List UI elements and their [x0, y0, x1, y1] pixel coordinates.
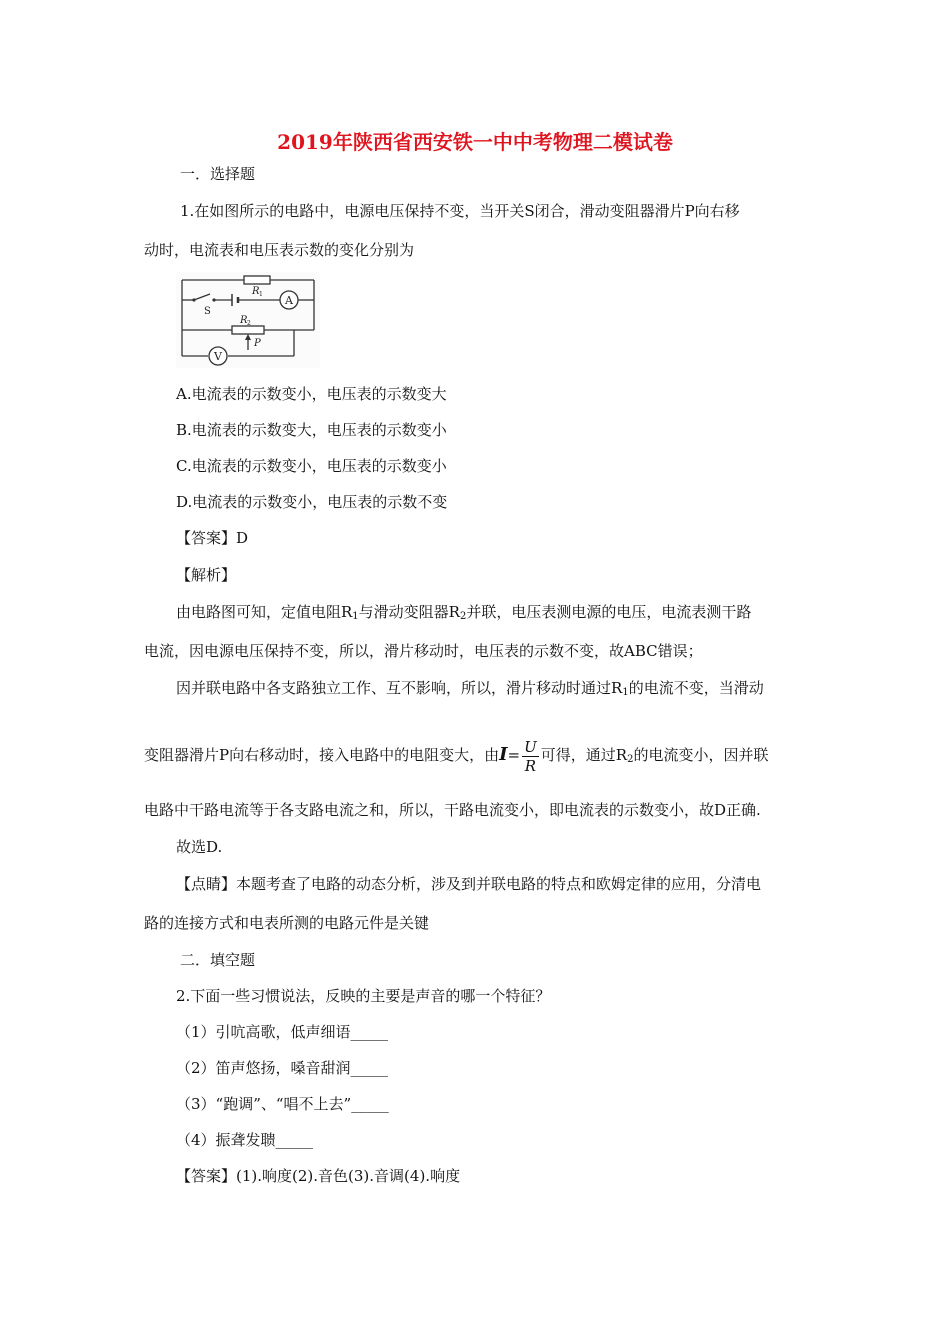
option-c: C.电流表的示数变小，电压表的示数变小 [176, 457, 447, 475]
analysis-para2-line1: 因并联电路中各支路独立工作、互不影响，所以，滑片移动时通过$R_1$的电流不变，当滑动 [176, 679, 764, 698]
analysis-para2-line2: 变阻器滑片P向右移动时，接入电路中的电阻变大，由I= $\frac{U}{R}$ 可得，通过$R_2$的电流变小，因并联 [144, 737, 769, 775]
svg-text:2: 2 [247, 320, 251, 327]
page-title: 2019年陕西省西安铁一中中考物理二模试卷 [277, 130, 673, 154]
circuit-diagram [176, 272, 320, 368]
question-1-stem-line2: 动时，电流表和电压表示数的变化分别为 [144, 241, 415, 259]
svg-text:R: R [240, 315, 248, 326]
svg-text:V: V [214, 350, 222, 363]
question-2-item-4: （4）振聋发聩_____ [176, 1131, 314, 1149]
analysis-para1-line2: 电流，因电源电压保持不变，所以，滑片移动时，电压表的示数不变，故ABC错误； [144, 642, 703, 660]
option-a: A.电流表的示数变小，电压表的示数变大 [176, 385, 447, 403]
analysis-conclusion: 故选D. [176, 838, 223, 856]
fraction-u-over-r: $\frac{U}{R}$ [524, 737, 537, 775]
answer-2: 【答案】(1).响度(2).音色(3).音调(4).响度 [176, 1167, 461, 1185]
answer-1: 【答案】D [176, 529, 249, 547]
option-b: B.电流表的示数变大，电压表的示数变小 [176, 421, 447, 439]
svg-text:A: A [285, 294, 293, 307]
comment-line1: 【点睛】本题考查了电路的动态分析，涉及到并联电路的特点和欧姆定律的应用，分清电 [176, 875, 762, 893]
svg-text:1: 1 [259, 291, 263, 298]
svg-text:S: S [204, 306, 211, 317]
analysis-para1-line1: 由电路图可知，定值电阻$R_1$与滑动变阻器$R_2$并联，电压表测电源的电压，电流表测干路 [176, 603, 752, 622]
question-2-item-2: （2）笛声悠扬，嗓音甜润_____ [176, 1059, 389, 1077]
option-d: D.电流表的示数变小，电压表的示数不变 [176, 493, 448, 511]
section-heading-choice: 一．选择题 [180, 165, 256, 183]
section-heading-fill: 二．填空题 [180, 951, 256, 969]
analysis-para2-line3: 电路中干路电流等于各支路电流之和，所以，干路电流变小，即电流表的示数变小，故D正确. [144, 801, 761, 819]
question-2-stem: 2.下面一些习惯说法，反映的主要是声音的哪一个特征？ [176, 987, 551, 1005]
comment-line2: 路的连接方式和电表所测的电路元件是关键 [144, 914, 430, 932]
question-2-item-3: （3）“跑调”、“唱不上去”_____ [176, 1095, 389, 1113]
question-1-stem-line1: 1.在如图所示的电路中，电源电压保持不变，当开关S闭合，滑动变阻器滑片P向右移 [180, 202, 740, 220]
question-2-item-1: （1）引吭高歌，低声细语_____ [176, 1023, 389, 1041]
svg-text:P: P [254, 338, 261, 349]
svg-text:R: R [252, 286, 260, 297]
ohms-law-formula: I [499, 744, 508, 765]
analysis-label: 【解析】 [176, 566, 237, 584]
